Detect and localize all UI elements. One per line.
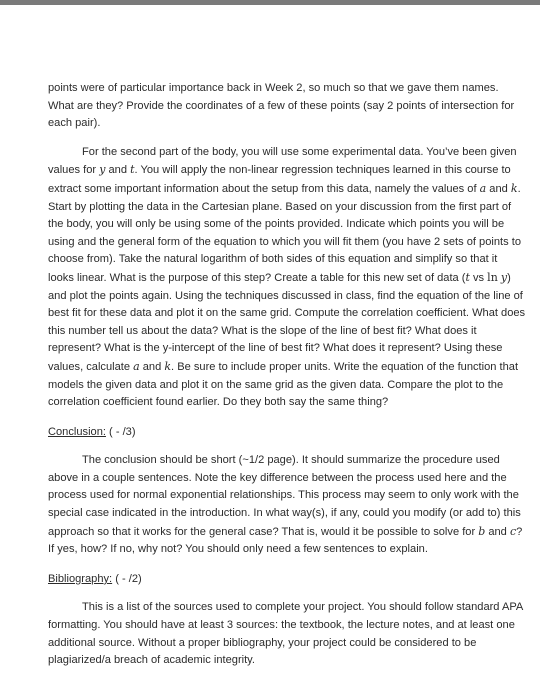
text-run: and [105,164,131,177]
text-run: . You will apply the non-linear regression techniques learned in this course to extract some important information about the setup from this data, namely the values of [48,164,511,195]
text-run: . Start by plotting the data in the Cartesian plane. Based on your discussion from the first part of the body, you will only be using some of the points provided. Indicate which points you will be using and the general form of the equation to which you will fit them (you have 2 sets of points to choose from). Take the natural logarithm of both sides of this equation and simplify so that it looks linear. What is the purpose of this step? Create a table for this new set of data ( [48,182,521,284]
math-function: ln [487,270,498,284]
page-top-border [0,0,540,5]
text-run: and [486,182,511,195]
text-run: ) and plot the points again. Using the techniques discussed in class, find the equation of the line of best fit for these data and plot it on the same grid. Compute the correlation coefficient. What does this number tell us about the data? What is the slope of the line of best fit? What does it represent? What is the y-intercept of the line of best fit? What does it represent? Using these values, calculate [48,271,526,373]
document-page [48,80,526,670]
math-variable: t [465,270,470,284]
math-variable: b [478,524,486,538]
paragraph-text: points were of particular importance back in Week 2, so much so that we gave them names. What are they? Provide the coordinates of a few of these points (say 2 points of intersection for each pair). [48,82,515,130]
conclusion-heading [48,424,526,442]
math-variable: y [500,270,508,284]
text-run: . Be sure to include proper units. Write the equation of the function that models the given data and plot it on the same grid as the given data. Compare the plot to the correlation coefficient found earlier. Do they both say the same thing? [48,360,519,409]
paragraph-conclusion [48,452,526,559]
math-variable: a [133,359,140,373]
math-variable: y [99,163,106,177]
text-run: vs [469,271,488,284]
section-score: ( - /3) [105,425,136,438]
math-variable: t [130,163,135,177]
text-run: For the second part of the body, you will use some experimental data. You’ve been given values for [48,145,517,177]
math-variable: c [509,524,517,538]
math-variable: a [479,181,487,195]
math-variable: k [510,181,518,195]
math-variable: k [164,359,172,373]
section-score: ( - /2) [112,572,142,585]
paragraph-bibliography [48,599,526,669]
section-heading-label: Bibliography: [48,572,113,585]
paragraph-body-points [48,80,526,133]
text-run: and [485,525,510,538]
bibliography-heading [48,571,526,589]
section-heading-label: Conclusion: [48,425,106,438]
text-run: and [139,360,165,373]
text-run: ? If yes, how? If no, why not? You should only need a few sentences to explain. [48,525,523,556]
text-run: The conclusion should be short (~1/2 page). It should summarize the procedure used above in a couple sentences. Note the key difference between the process used here and the process used for normal exponential relationships. This process may seem to only work with the special case indicated in the introduction. In what way(s), if any, could you modify (or add to) this approach so that it works for the general case? That is, would it be possible to solve for [48,454,521,538]
paragraph-body-experimental-data [48,144,526,412]
paragraph-text: This is a list of the sources used to complete your project. You should follow standard APA formatting. You should have at least 3 sources: the textbook, the lecture notes, and at least one additional source. Without a proper bibliography, your project could be considered to be plagiarized/a breach of academic integrity. [48,601,523,667]
